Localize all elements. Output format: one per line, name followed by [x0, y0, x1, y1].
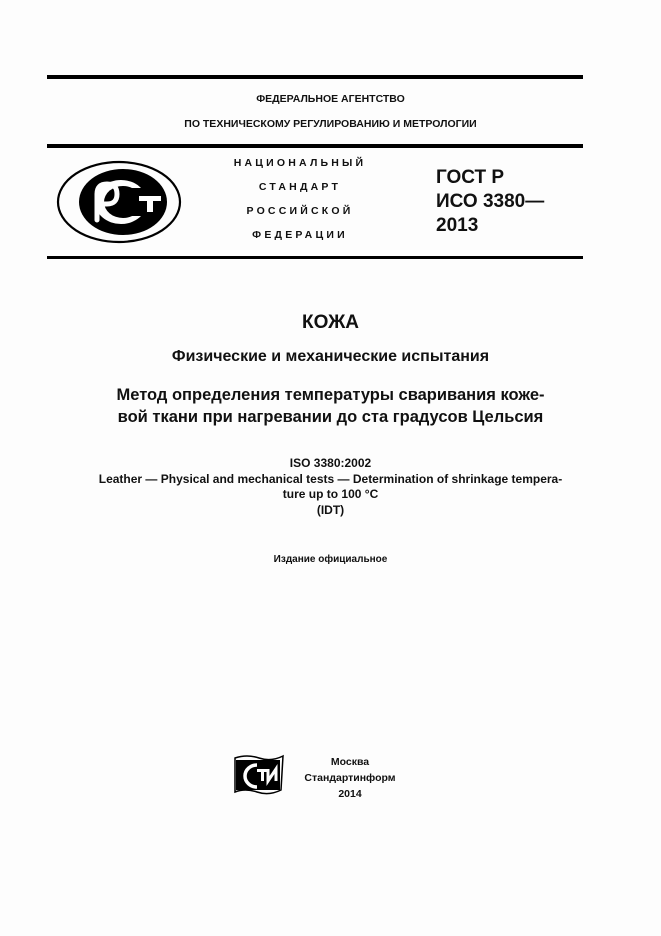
iso-title-line-2: ture up to 100 °C: [282, 487, 379, 501]
middle-rule: [47, 144, 583, 148]
iso-number: ISO 3380:2002: [289, 456, 372, 470]
edition-label: Издание официальное: [273, 554, 388, 565]
national-standard-line-1: НАЦИОНАЛЬНЫЙ: [233, 157, 367, 169]
document-subtitle: Физические и механические испытания: [171, 348, 490, 365]
iso-title-line-1: Leather — Physical and mechanical tests — Determination of shrinkage tempera-: [98, 471, 563, 486]
top-rule: [47, 75, 583, 79]
method-title-line-1: Метод определения температуры сваривания коже-: [116, 386, 545, 404]
national-standard-line-4: ФЕДЕРАЦИИ: [252, 229, 348, 241]
standartinform-logo-icon: [233, 752, 285, 798]
designation-line-3: 2013: [436, 215, 479, 236]
national-standard-label: [200, 151, 400, 247]
agency-line-2: ПО ТЕХНИЧЕСКОМУ РЕГУЛИРОВАНИЮ И МЕТРОЛОГИИ: [184, 118, 477, 130]
rst-logo-icon: [55, 158, 183, 246]
iso-equivalence: (IDT): [316, 502, 345, 517]
publisher-info: [300, 754, 400, 802]
publication-year: 2014: [338, 788, 362, 800]
designation-line-1: ГОСТ Р: [436, 167, 505, 188]
designation-line-2: ИСО 3380—: [436, 191, 545, 212]
publisher-city: Москва: [330, 756, 370, 768]
method-title-line-2: вой ткани при нагревании до ста градусов Цельсия: [117, 408, 544, 426]
standard-designation: [436, 166, 544, 238]
bottom-rule: [47, 256, 583, 259]
agency-line-1: ФЕДЕРАЛЬНОЕ АГЕНТСТВО: [256, 93, 405, 105]
document-title: КОЖА: [301, 312, 360, 333]
national-standard-line-3: РОССИЙСКОЙ: [246, 205, 354, 217]
publisher-name: Стандартинформ: [304, 772, 396, 784]
iso-reference: [0, 456, 661, 518]
method-title: [0, 384, 661, 428]
national-standard-line-2: СТАНДАРТ: [258, 181, 342, 193]
